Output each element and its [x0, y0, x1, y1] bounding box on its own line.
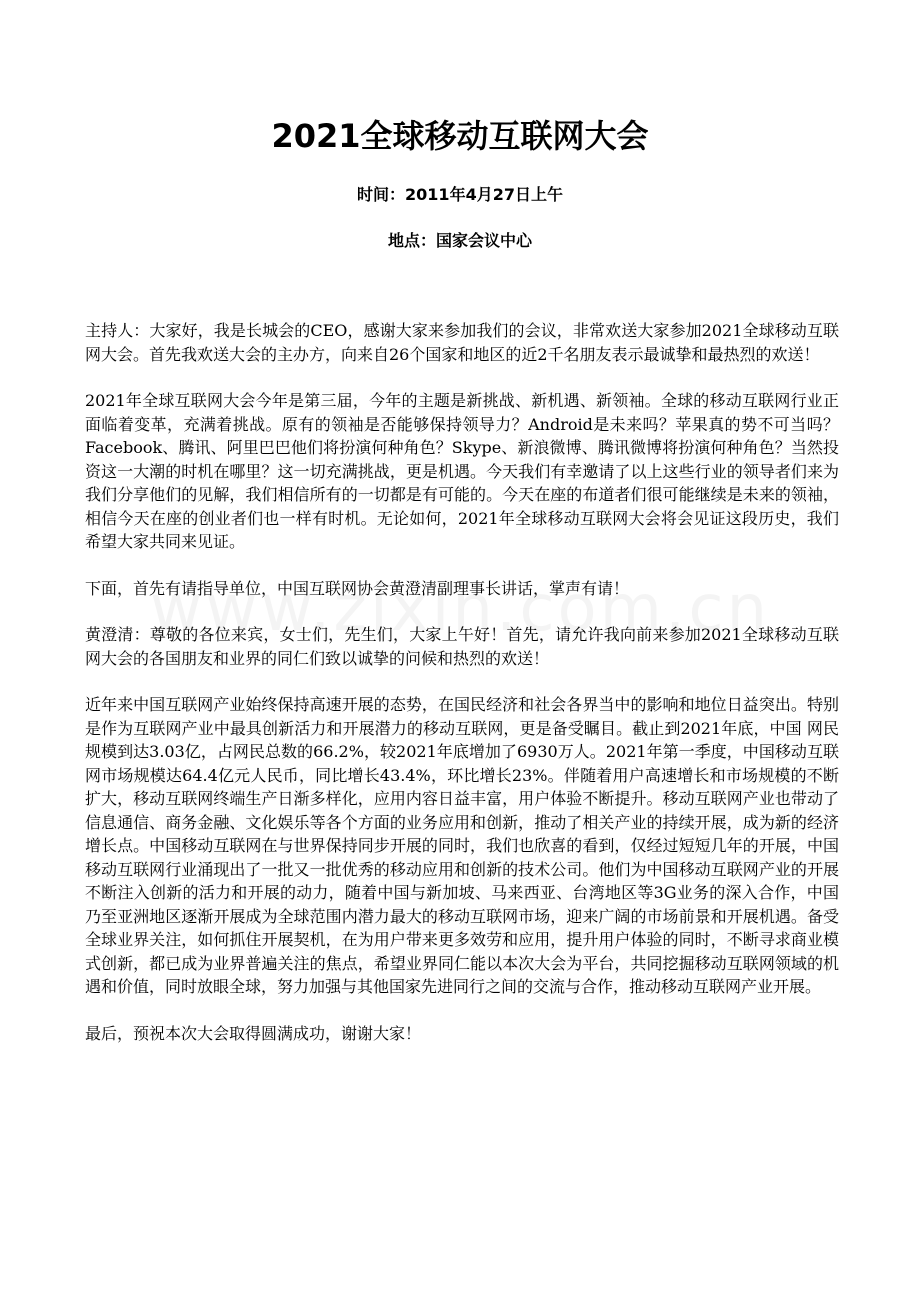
paragraph-speaker-greeting: 黄澄清：尊敬的各位来宾，女士们，先生们，大家上午好！首先，请允许我向前来参加2021全球移动互联网大会的各国朋友和业界的同仁们致以诚挚的问候和热烈的欢送！ — [85, 625, 839, 668]
paragraph-host-opening: 主持人：大家好，我是长城会的CEO，感谢大家来参加我们的会议，非常欢送大家参加2021全球移动互联网大会。首先我欢送大会的主办方，向来自26个国家和地区的近2千名朋友表示最诚挚和最热烈的欢送！ — [85, 321, 839, 364]
document-body — [85, 319, 839, 1068]
paragraph-industry-overview: 近年来中国互联网产业始终保持高速开展的态势，在国民经济和社会各界当中的影响和地位日益突出。特别是作为互联网产业中最具创新活力和开展潜力的移动互联网，更是备受瞩目。截止到2021年底，中国 网民规模到达3.03亿，占网民总数的66.2%，较2021年底增加了6930万人。2021年第一季度，中国移动互联网市场规模达64.4亿元人民币，同比增长43.4%，环比增长23%。伴随着用户高速增长和市场规模的不断扩大，移动互联网终端生产日渐多样化，应用内容日益丰富，用户体验不断提升。移动互联网产业也带动了信息通信、商务金融、文化娱乐等各个方面的业务应用和创新，推动了相关产业的持续开展，成为新的经济增长点。中国移动互联网在与世界保持同步开展的同时，我们也欣喜的看到，仅经过短短几年的开展，中国移动互联网行业涌现出了一批又一批优秀的移动应用和创新的技术公司。他们为中国移动互联网产业的开展不断注入创新的活力和开展的动力，随着中国与新加坡、马来西亚、台湾地区等3G业务的深入合作，中国乃至亚洲地区逐渐开展成为全球范围内潜力最大的移动互联网市场，迎来广阔的市场前景和开展机遇。备受全球业界关注，如何抓住开展契机，在为用户带来更多效劳和应用，提升用户体验的同时，不断寻求商业模式创新，都已成为业界普遍关注的焦点，希望业界同仁能以本次大会为平台，共同挖掘移动互联网领域的机遇和价值，同时放眼全球，努力加强与其他国家先进同行之间的交流与合作，推动移动互联网产业开展。 — [85, 695, 839, 996]
document-title: 2021全球移动互联网大会 — [271, 117, 649, 155]
paragraph-speaker-intro: 下面，首先有请指导单位，中国互联网协会黄澄清副理事长讲话，掌声有请！ — [85, 578, 630, 598]
paragraph-closing: 最后，预祝本次大会取得圆满成功，谢谢大家！ — [85, 1023, 422, 1043]
event-place: 地点：国家会议中心 — [387, 231, 532, 250]
event-time: 时间：2011年4月27日上午 — [357, 185, 563, 204]
paragraph-conference-theme: 2021年全球互联网大会今年是第三届，今年的主题是新挑战、新机遇、新领袖。全球的移动互联网行业正面临着变革，充满着挑战。原有的领袖是否能够保持领导力？Android是未来吗？苹果真的势不可当吗？Facebook、腾讯、阿里巴巴他们将扮演何种角色？Skype、新浪微博、腾讯微博将扮演何种角色？当然投资这一大潮的时机在哪里？这一切充满挑战，更是机遇。今天我们有幸邀请了以上这些行业的领导者们来为我们分享他们的见解，我们相信所有的一切都是有可能的。今天在座的布道者们很可能继续是未来的领袖，相信今天在座的创业者们也一样有时机。无论如何，2021年全球移动互联网大会将会见证这段历史，我们希望大家共同来见证。 — [85, 391, 839, 551]
